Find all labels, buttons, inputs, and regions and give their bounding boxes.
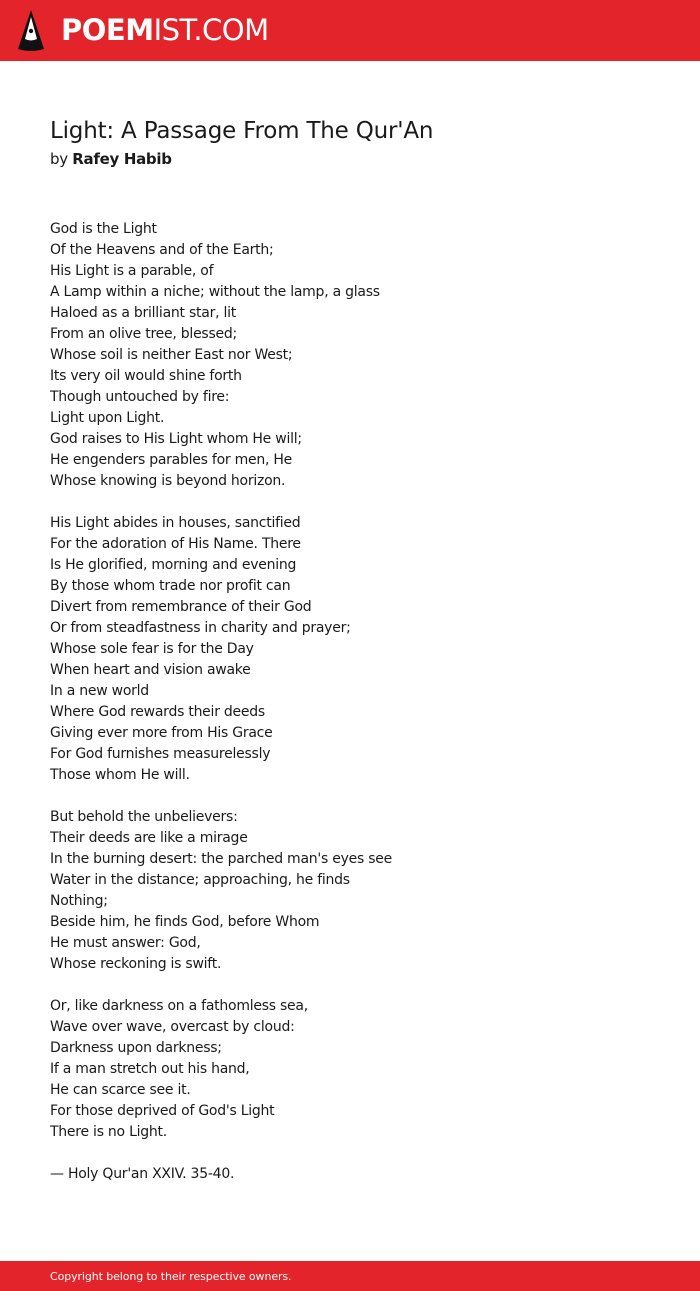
poem-line: For those deprived of God's Light (50, 1103, 275, 1119)
poem-line: Whose reckoning is swift. (50, 956, 222, 972)
pen-nib-logo-icon[interactable] (17, 9, 45, 52)
poem-line: A Lamp within a niche; without the lamp, a glass (50, 284, 380, 300)
poem-line: Or from steadfastness in charity and prayer; (50, 620, 351, 636)
poem-line: He must answer: God, (50, 935, 201, 951)
poem-line: By those whom trade nor profit can (50, 578, 291, 594)
poem-line: Water in the distance; approaching, he finds (50, 872, 350, 888)
site-logo[interactable] (61, 12, 269, 48)
poem-line: For God furnishes measurelessly (50, 746, 271, 762)
poem-line: His Light abides in houses, sanctified (50, 515, 301, 531)
poem-line: Though untouched by fire: (50, 389, 230, 405)
poem-line: Wave over wave, overcast by cloud: (50, 1019, 295, 1035)
poem-line: Light upon Light. (50, 410, 165, 426)
poem-line: Haloed as a brilliant star, lit (50, 305, 236, 321)
poem-line: Whose sole fear is for the Day (50, 641, 254, 657)
stanza-break (50, 786, 670, 807)
poem-title: Light: A Passage From The Qur'An (50, 118, 434, 144)
poem-line: There is no Light. (50, 1124, 167, 1140)
poem-line: Whose knowing is beyond horizon. (50, 473, 286, 489)
site-footer (0, 1261, 700, 1291)
poem-line: In the burning desert: the parched man's eyes see (50, 851, 393, 867)
poem-body (50, 219, 670, 1185)
poem-line: Of the Heavens and of the Earth; (50, 242, 274, 258)
poem-line: Beside him, he finds God, before Whom (50, 914, 320, 930)
poem-line: In a new world (50, 683, 149, 699)
poem-line: When heart and vision awake (50, 662, 251, 678)
stanza-break (50, 492, 670, 513)
byline (50, 148, 172, 170)
logo-light-text: IST.COM (153, 13, 269, 47)
stanza (50, 513, 670, 786)
stanza (50, 1164, 670, 1185)
poem-line: Darkness upon darkness; (50, 1040, 222, 1056)
poem-line: — Holy Qur'an XXIV. 35-40. (50, 1166, 235, 1182)
poem-line: His Light is a parable, of (50, 263, 214, 279)
stanza-break (50, 1143, 670, 1164)
poem-line: He can scarce see it. (50, 1082, 191, 1098)
poem-line: From an olive tree, blessed; (50, 326, 237, 342)
poem-line: Nothing; (50, 893, 108, 909)
poem-line: Giving ever more from His Grace (50, 725, 273, 741)
poem-line: Where God rewards their deeds (50, 704, 265, 720)
poem-line: Divert from remembrance of their God (50, 599, 312, 615)
author-name: Rafey Habib (72, 150, 172, 168)
poem-line: Whose soil is neither East nor West; (50, 347, 293, 363)
stanza (50, 996, 670, 1143)
poem-line: If a man stretch out his hand, (50, 1061, 250, 1077)
poem-line: Those whom He will. (50, 767, 190, 783)
logo-bold-text: POEM (61, 13, 154, 47)
poem-line: For the adoration of His Name. There (50, 536, 301, 552)
copyright-notice: Copyright belong to their respective owners. (50, 1270, 292, 1283)
poem-line: God raises to His Light whom He will; (50, 431, 302, 447)
poem-line: Its very oil would shine forth (50, 368, 242, 384)
poem-line: Their deeds are like a mirage (50, 830, 248, 846)
site-header (0, 0, 700, 61)
stanza-break (50, 975, 670, 996)
poem-line: But behold the unbelievers: (50, 809, 238, 825)
poem-line: God is the Light (50, 221, 157, 237)
poem-line: Or, like darkness on a fathomless sea, (50, 998, 308, 1014)
stanza (50, 219, 670, 492)
stanza (50, 807, 670, 975)
poem-line: Is He glorified, morning and evening (50, 557, 297, 573)
poem-line: He engenders parables for men, He (50, 452, 292, 468)
by-prefix: by (50, 150, 68, 168)
